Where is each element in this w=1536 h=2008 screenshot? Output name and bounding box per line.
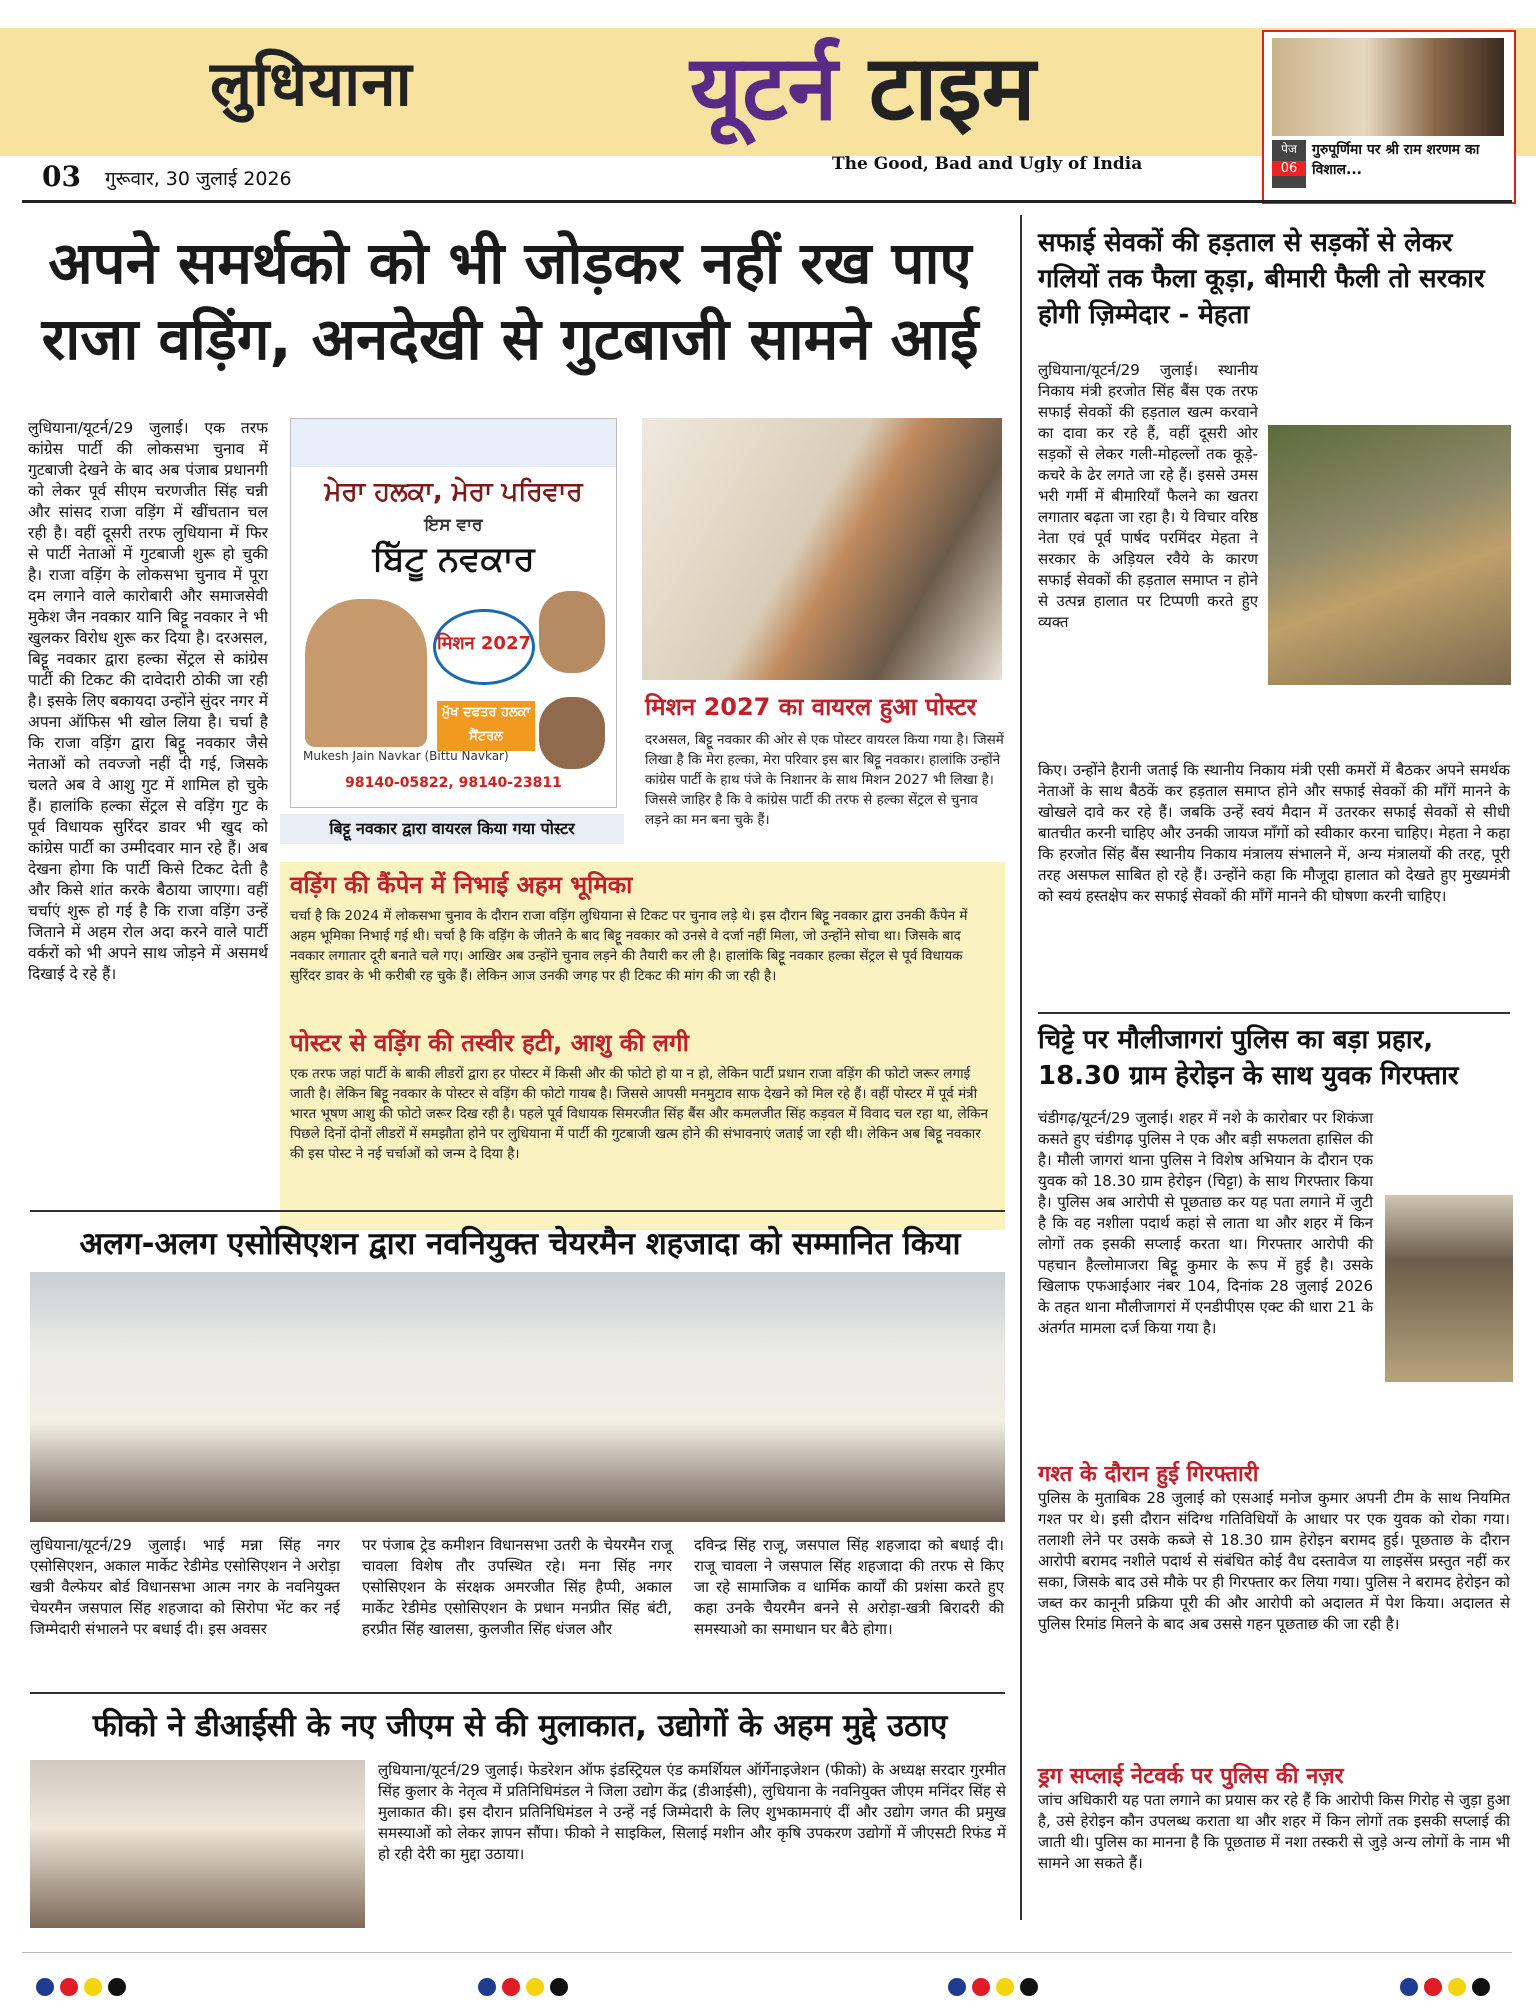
main-headline-line-1: अपने समर्थको को भी जोड़कर नहीं रख पाए	[48, 229, 972, 297]
viral-poster-image[interactable]	[290, 418, 617, 808]
garbage-photo[interactable]	[1268, 425, 1511, 685]
masthead-rule	[22, 200, 1512, 203]
story3-headline[interactable]: फीको ने डीआईसी के नए जीएम से की मुलाकात, उद्योगों के अहम मुद्दे उठाए	[92, 1708, 948, 1744]
right-story1-text-b: किए। उन्होंने हैरानी जताई कि स्थानीय निकाय मंत्री एसी कमरों में बैठकर अपने समर्थक नेताओं के साथ बैठकें कर हड़ताल समाप्त होने और सफाई सेवकों की माँगें मानने के खोखले दावे कर रहे हैं। जबकि उन्हें स्वयं मैदान में उतरकर सफाई सेवकों से सीधी बातचीत करनी चाहिए और उनकी जायज माँगों को स्वीकार करना चाहिए। मेहता ने कहा कि हरजोत सिंह बैंस स्थानीय निकाय मंत्रालय संभालने में, अन्य मंत्रालयों की तरह, पूरी तरह असफल साबित हो रहे हैं। उन्होंने कहा कि मौजूदा हालात को देखते हुए मुख्यमंत्री को स्वयं हस्तक्षेप कर सफाई सेवकों की माँगें मानने की घोषणा करनी चाहिए।	[1038, 761, 1510, 905]
right-story2-text-a: चंडीगढ़/यूटर्न/29 जुलाई। शहर में नशे के कारोबार पर शिकंजा कसते हुए चंडीगढ़ पुलिस ने एक और बड़ी सफलता हासिल की है। मौली जागरां थाना पुलिस ने विशेष अभियान के दौरान एक युवक को 18.30 ग्राम हेरोइन (चिट्टा) के साथ गिरफ्तार किया है। पुलिस अब आरोपी से पूछताछ कर यह पता लगाने में जुटी है कि वह नशीला पदार्थ कहां से लाता था और शहर में किन लोगों तक इसकी सप्लाई करता था। गिरफ्तार आरोपी की पहचान हैल्लोमाजरा बिट्टू कुमार के रूप में हुई है। उसके खिलाफ एफआईआर नंबर 104, दिनांक 28 जुलाई 2026 के तहत थाना मौलीजागरां में एनडीपीएस एक्ट की धारा 21 के अंतर्गत मामला दर्ज किया गया है।	[1038, 1109, 1373, 1337]
column-divider	[1020, 215, 1022, 1920]
promo-page-number: 06	[1272, 161, 1306, 176]
logo-part-2: टाइम	[868, 36, 1036, 141]
right-story2-text-b: पुलिस के मुताबिक 28 जुलाई को एसआई मनोज कुमार अपनी टीम के साथ नियमित गश्त पर थे। इसी दौरान संदिग्ध गतिविधियों के आधार पर एक युवक को रोका गया। तलाशी लेने पर उसके कब्जे से 18.30 ग्राम हेरोइन बरामद हुई। पूछताछ के दौरान आरोपी बरामद नशीले पदार्थ से संबंधित कोई वैध दस्तावेज या लाइसेंस प्रस्तुत नहीं कर सका, जिसके बाद उसे मौके पर ही गिरफ्तार कर लिया गया। पुलिस ने बरामद हेरोइन को जब्त कर कानूनी प्रक्रिया पूरी की और आरोपी को अदालत में पेश किया। अदालत से पुलिस रिमांड मिलने के बाद अब उससे गहन पूछताछ की जा रही है।	[1038, 1489, 1510, 1633]
story3-text: लुधियाना/यूटर्न/29 जुलाई। फेडरेशन ऑफ इंडस्ट्रियल एंड कमर्शियल ऑर्गेनाइजेशन (फीको) के अध्यक्ष सरदार गुरमीत सिंह कुलार के नेतृत्व में प्रतिनिधिमंडल ने जिला उद्योग केंद्र (डीआईसी), लुधियाना के नवनियुक्त जीएम मनिंदर सिंह से मुलाकात की। इस दौरान प्रतिनिधिमंडल ने उन्हें नई जिम्मेदारी के लिए शुभकामनाएं दीं और उद्योग जगत की प्रमुख समस्याओं को लेकर ज्ञापन सौंपा। फीको ने साइकिल, सिलाई मशीन और कृषि उपकरण उद्योगों में जीएसटी रिफंड में हो रही देरी का मुद्दा उठाया।	[378, 1761, 1006, 1863]
mission-text: दरअसल, बिट्टू नवकार की ओर से एक पोस्टर वायरल किया गया है। जिसमें लिखा है कि मेरा हल्का, मेरा परिवार इस बार बिट्टू नवकार। हालांकि उन्होंने कांग्रेस पार्टी के हाथ पंजे के निशानर के साथ मिशन 2027 भी लिखा है। जिससे जाहिर है कि वे कांग्रेस पार्टी की तरफ से हल्का सेंट्रल से चुनाव लड़ने का मन बना चुके हैं।	[645, 732, 1004, 828]
right-story2-headline[interactable]: चिट्टे पर मौलीजागरां पुलिस का बड़ा प्रहार, 18.30 ग्राम हेरोइन के साथ युवक गिरफ्तार	[1038, 1025, 1459, 1091]
story2-headline[interactable]: अलग-अलग एसोसिएशन द्वारा नवनियुक्त चेयरमैन शहजादा को सम्मानित किया	[79, 1226, 961, 1262]
registration-marks-right	[1400, 1978, 1496, 1998]
page-number: 03	[42, 160, 81, 193]
right-subhead-1: गश्त के दौरान हुई गिरफ्तारी	[1038, 1462, 1259, 1487]
interview-photo[interactable]	[642, 418, 1002, 680]
box-subhead-1: वड़िंग की कैंपेन में निभाई अहम भूमिका	[290, 871, 633, 899]
right-story2-text-c: जांच अधिकारी यह पता लगाने का प्रयास कर रहे हैं कि आरोपी किस गिरोह से जुड़ा हुआ है, उसे हेरोइन कौन उपलब्ध कराता था और शहर में किन लोगों तक इसकी सप्लाई की जाती थी। पुलिस का मानना है कि पूछताछ में नशा तस्करी से जुड़े अन्य लोगों के नाम भी सामने आ सकते हैं।	[1038, 1791, 1510, 1872]
felicitation-photo[interactable]	[30, 1272, 1005, 1522]
right-subhead-2: ड्रग सप्लाई नेटवर्क पर पुलिस की नज़र	[1038, 1764, 1344, 1789]
police-officer-photo[interactable]	[1385, 1195, 1513, 1382]
box-text-1: चर्चा है कि 2024 में लोकसभा चुनाव के दौरान राजा वड़िंग लुधियाना से टिकट पर चुनाव लड़े थे। इस दौरान बिट्टू नवकार द्वारा उनकी कैंपेन में अहम भूमिका निभाई गई थी। चर्चा है कि वड़िंग के जीतने के बाद बिट्टू नवकार को उनसे वे दर्जा नहीं मिला, जो उन्होंने सोचा था। जिसके बाद नवकार लगातार दूरी बनाते चले गए। आखिर अब उन्होंने चुनाव लड़ने की तैयारी कर ली है। हालांकि बिट्टू नवकार हल्का सेंट्रल से पूर्व विधायक सुरिंदर डावर के भी करीबी रह चुके हैं। लेकिन आज उनकी जगह पर ही टिकट की मांग की जा रही है।	[290, 908, 968, 984]
right-rule	[1038, 1012, 1510, 1014]
tagline: The Good, Bad and Ugly of India	[832, 154, 1143, 174]
poster-slogan-line-3: ਬਿੱਟੂ ਨਵਕਾਰ	[372, 539, 535, 579]
poster-slogan-line-2: ਇਸ ਵਾਰ	[424, 515, 483, 535]
logo-part-1: यूटर्न	[690, 36, 838, 141]
main-headline[interactable]	[30, 225, 990, 377]
promo-text[interactable]: गुरुपूर्णिमा पर श्री राम शरणम का विशाल...	[1312, 142, 1480, 179]
box-text-2: एक तरफ जहां पार्टी के बाकी लीडरों द्वारा हर पोस्टर में किसी और की फोटो हो या न हो, लेकिन पार्टी प्रधान राजा वड़िंग की फोटो जरूर लगाई जाती है। लेकिन बिट्टू नवकार के पोस्टर से वड़िंग की फोटो गायब है। जिससे आपसी मनमुटाव साफ देखने को मिल रहे हैं। वहीं पोस्टर में पूर्व मंत्री भारत भूषण आशु की फोटो जरूर दिख रही है। पहले पूर्व विधायक सिमरजीत सिंह बैंस और कमलजीत सिंह कड़वल में विवाद चल रहा था, लेकिन पिछले दिनों दोनों लीडरों में समझौता होने पर लुधियाना में पार्टी की गुटबाजी खत्म होने की संभावनाएं जताई जा रही थी। लेकिन अब बिट्टू नवकार की इस पोस्ट ने नई चर्चाओं को जन्म दे दिया है।	[290, 1066, 988, 1162]
poster-portrait	[305, 599, 427, 747]
main-story-column: लुधियाना/यूटर्न/29 जुलाई। एक तरफ कांग्रेस पार्टी की लोकसभा चुनाव में गुटबाजी देखने के बाद अब पंजाब प्रधानगी को लेकर पूर्व सीएम चरणजीत सिंह चन्नी और सांसद राजा वड़िंग में खींचतान चल रही है। वहीं दूसरी तरफ लुधियाना में फिर से पार्टी नेताओं में गुटबाजी शुरू हो चुकी है। राजा वड़िंग के लोकसभा चुनाव में पूरा दम लगाने वाले कारोबारी और समाजसेवी मुकेश जैन नवकार यानि बिट्टू नवकार ने भी खुलकर विरोध शुरू कर दिया है। दरअसल, बिट्टू नवकार द्वारा हल्का सेंट्रल से कांग्रेस पार्टी की टिकट की दावेदारी ठोकी जा रही है। इसके लिए बकायदा उन्होंने सुंदर नगर में अपना ऑफिस भी खोल लिया है। चर्चा है कि राजा वड़िंग द्वारा बिट्टू नवकार जैसे नेताओं को तवज्जो नहीं दी गई, जिसके चलते अब वे आशु गुट में शामिल हो चुके हैं। हालांकि हल्का सेंट्रल से वड़िंग गुट के पूर्व विधायक सुरिंदर डावर भी खुद को कांग्रेस पार्टी का उम्मीदवार मान रहे हैं। अब देखना होगा कि पार्टी किसे टिकट देती है और किसे शांत करके बैठाया जाएगा। वहीं चर्चाएं शुरू हो गई है कि राजा वड़िंग उन्हें जिताने में अहम रोल अदा करने वाले पार्टी वर्करों को भी अपने साथ जोड़ने में असमर्थ दिखाई दे रहे हैं।	[28, 419, 268, 983]
story2-column-3: दविन्द्र सिंह राजू, जसपाल सिंह शहजादा को बधाई दी। राजू चावला ने जसपाल सिंह शहजादा की तरफ से किए जा रहे सामाजिक व धार्मिक कार्यों की प्रशंसा करते हुए कहा उनके चैयरमैन बनने से अरोड़ा-खत्री बिरादरी की समस्याओ का समाधान घर बैठे होगा।	[694, 1536, 1004, 1638]
poster-portrait-small	[539, 591, 605, 673]
poster-office-badge: ਮੁੱਖ ਦਫਤਰ ਹਲਕਾ ਸੈਂਟਰਲ	[437, 701, 535, 751]
section-rule-2	[30, 1692, 1005, 1694]
fico-meeting-photo[interactable]	[30, 1760, 365, 1928]
poster-caption: बिट्टू नवकार द्वारा वायरल किया गया पोस्टर	[280, 814, 624, 844]
poster-phone: 98140-05822, 98140-23811	[345, 775, 562, 791]
story2-column-2: पर पंजाब ट्रेड कमीशन विधानसभा उतरी के चेयरमैन राजू चावला विशेष तौर उपस्थित रहे। मना सिंह नगर एसोसिएशन के संरक्षक अमरजीत सिंह हैप्पी, अकाल मार्केट रेडीमेड एसोसिएशन के प्रधान मनप्रीत सिंह बंटी, हरप्रीत सिंह खालसा, कुलजीत सिंह धंजल और	[362, 1536, 672, 1638]
mission-caption: मिशन 2027 का वायरल हुआ पोस्टर	[645, 693, 977, 721]
section-rule	[30, 1210, 1005, 1212]
poster-mission-badge: मिशन 2027	[433, 609, 535, 685]
poster-slogan-line-1: ਮੇਰਾ ਹਲਕਾ, ਮੇਰਾ ਪਰਿਵਾਰ	[324, 477, 583, 507]
registration-marks-center	[478, 1978, 574, 1998]
registration-marks-left	[36, 1978, 132, 1998]
main-headline-line-2: राजा वड़िंग, अनदेखी से गुटबाजी सामने आई	[41, 305, 979, 373]
promo-image[interactable]	[1272, 38, 1504, 136]
sidebar-box	[280, 862, 1005, 1230]
poster-portrait-small-2	[539, 697, 605, 769]
footer-rule	[22, 1952, 1512, 1953]
registration-marks-center-2	[948, 1978, 1044, 1998]
city-name: लुधियाना	[210, 47, 413, 120]
promo-page-badge	[1272, 140, 1306, 188]
right-story1-headline[interactable]: सफाई सेवकों की हड़ताल से सड़कों से लेकर गलियों तक फैला कूड़ा, बीमारी फैली तो सरकार होगी ज़िम्मेदार - मेहता	[1038, 228, 1485, 330]
story2-column-1: लुधियाना/यूटर्न/29 जुलाई। भाई मन्ना सिंह नगर एसोसिएशन, अकाल मार्केट रेडीमेड एसोसिएशन ने अरोड़ा खत्री वैल्फेयर बोर्ड विधानसभा आत्म नगर के नवनियुक्त चेयरमैन जसपाल सिंह शहजादा को सिरोपा भेंट कर नई जिम्मेदारी संभालने पर बधाई दी। इस अवसर	[30, 1536, 340, 1638]
newspaper-logo[interactable]	[690, 36, 1036, 141]
poster-name: Mukesh Jain Navkar (Bittu Navkar)	[303, 749, 509, 763]
promo-page-label: पेज	[1281, 142, 1297, 156]
box-subhead-2: पोस्टर से वड़िंग की तस्वीर हटी, आशु की लगी	[290, 1029, 689, 1057]
right-story1-text-a: लुधियाना/यूटर्न/29 जुलाई। स्थानीय निकाय मंत्री हरजोत सिंह बैंस एक तरफ सफाई सेवकों की हड़ताल खत्म करवाने का दावा कर रहे हैं, वहीं दूसरी ओर सड़कों से लेकर गली-मोहल्लों तक कूड़े-कचरे के ढेर लगते जा रहे हैं। इससे उमस भरी गर्मी में बीमारियाँ फैलने का खतरा लगातार बढ़ता जा रहा है। ये विचार वरिष्ठ नेता एवं पूर्व पार्षद परमिंदर मेहता ने सरकार के अड़ियल रवैये के कारण सफाई सेवकों की हड़ताल समाप्त न होने से उत्पन्न हालात पर टिप्पणी करते हुए व्यक्त	[1038, 361, 1258, 631]
poster-leaders-strip	[291, 419, 616, 467]
dateline: गुरूवार, 30 जुलाई 2026	[105, 168, 292, 190]
